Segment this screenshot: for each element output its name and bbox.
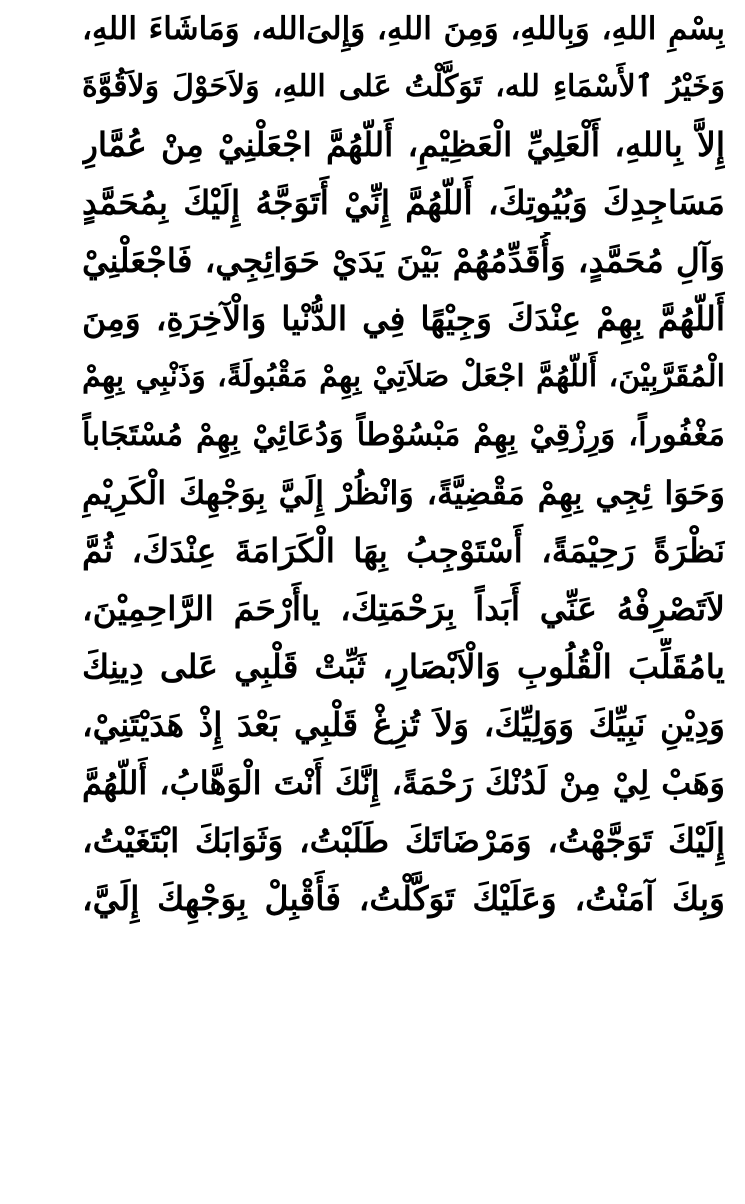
text-line-9: وَحَوَا ئِجِي بِهِمْ مَقْضِيَّةً، وَانْظُرْ إِلَيَّ بِوَجْهِكَ الْكَرِيْمِ bbox=[82, 474, 725, 512]
text-line-15: إِلَيْكَ تَوَجَّهْتُ، وَمَرْضَاتَكَ طَلَبْتُ، وَثَوَابَكَ ابْتَغَيْتُ، bbox=[82, 821, 725, 860]
text-line-6: أَللّهُمَّ بِهِمْ عِنْدَكَ وَجِيْهًا فِي الدُّنْيا وَالْآخِرَةِ، وَمِنَ bbox=[82, 299, 725, 338]
text-line-2: وَخَيْرُ ٱلأَسْمَاءِ لله، تَوَكَّلْتُ عَلى اللهِ، وَلاَحَوْلَ وَلاَقُوَّةَ bbox=[82, 69, 725, 104]
prayer-text-block bbox=[82, 0, 725, 928]
text-line-14: وَهَبْ لِيْ مِنْ لَدُنْكَ رَحْمَةً، إِنَّكَ أَنْتَ الْوَهَّابُ، أَللّهُمَّ bbox=[82, 764, 725, 802]
text-line-8: مَغْفُوراً، وَرِزْقِيْ بِهِمْ مَبْسُوْطاً وَدُعَائِيْ بِهِمْ مُسْتَجَاباً bbox=[82, 417, 725, 453]
text-line-4: مَسَاجِدِكَ وَبُيُوتِكَ، أَللّهُمَّ إِنِّيْ أَتَوَجَّهُ إِلَيْكَ بِمُحَمَّدٍ bbox=[82, 183, 725, 222]
text-line-3: إِلاَّ بِاللهِ، أَلْعَلِيِّ الْعَظِيْمِ، أَللّهُمَّ اجْعَلْنِيْ مِنْ عُمَّارِ bbox=[82, 125, 725, 164]
text-line-16: وَبِكَ آمَنْتُ، وَعَلَيْكَ تَوَكَّلْتُ، فَأَقْبِلْ بِوَجْهِكَ إِلَيَّ، bbox=[82, 879, 725, 918]
text-line-1: بِسْمِ اللهِ، وَبِاللهِ، وَمِنَ اللهِ، وَإِلىَ‌الله، وَمَاشَاءَ اللهِ، bbox=[82, 11, 725, 47]
text-line-10: نَظْرَةً رَحِيْمَةً، أَسْتَوْجِبُ بِهَا الْكَرَامَةَ عِنْدَكَ، ثُمَّ bbox=[82, 531, 725, 570]
text-line-5: وَآلِ مُحَمَّدٍ، وَأُقَدِّمُهُمْ بَيْنَ يَدَيْ حَوَائِجِي، فَاجْعَلْنِيْ bbox=[82, 241, 725, 280]
text-line-12: يامُقَلِّبَ الْقُلُوبِ وَالْاَبْصَارِ، ثَبِّتْ قَلْبِي عَلى دِينِكَ bbox=[82, 647, 725, 686]
text-line-13: وَدِيْنِ نَبِيِّكَ وَوَلِيِّكَ، وَلاَ تُزِغْ قَلْبِي بَعْدَ إِذْ هَدَيْتَنِيْ، bbox=[82, 705, 725, 744]
text-line-7: الْمُقَرَّبِيْنَ، أَللّهُمَّ اجْعَلْ صَلاَتِيْ بِهِمْ مَقْبُولَةً، وَذَنْبِي بِهِمْ bbox=[82, 359, 725, 394]
text-line-11: لاَتَصْرِفْهُ عَنِّي أَبَداً بِرَحْمَتِكَ، ياأَرْحَمَ الرَّاحِمِيْنَ، bbox=[82, 589, 725, 628]
